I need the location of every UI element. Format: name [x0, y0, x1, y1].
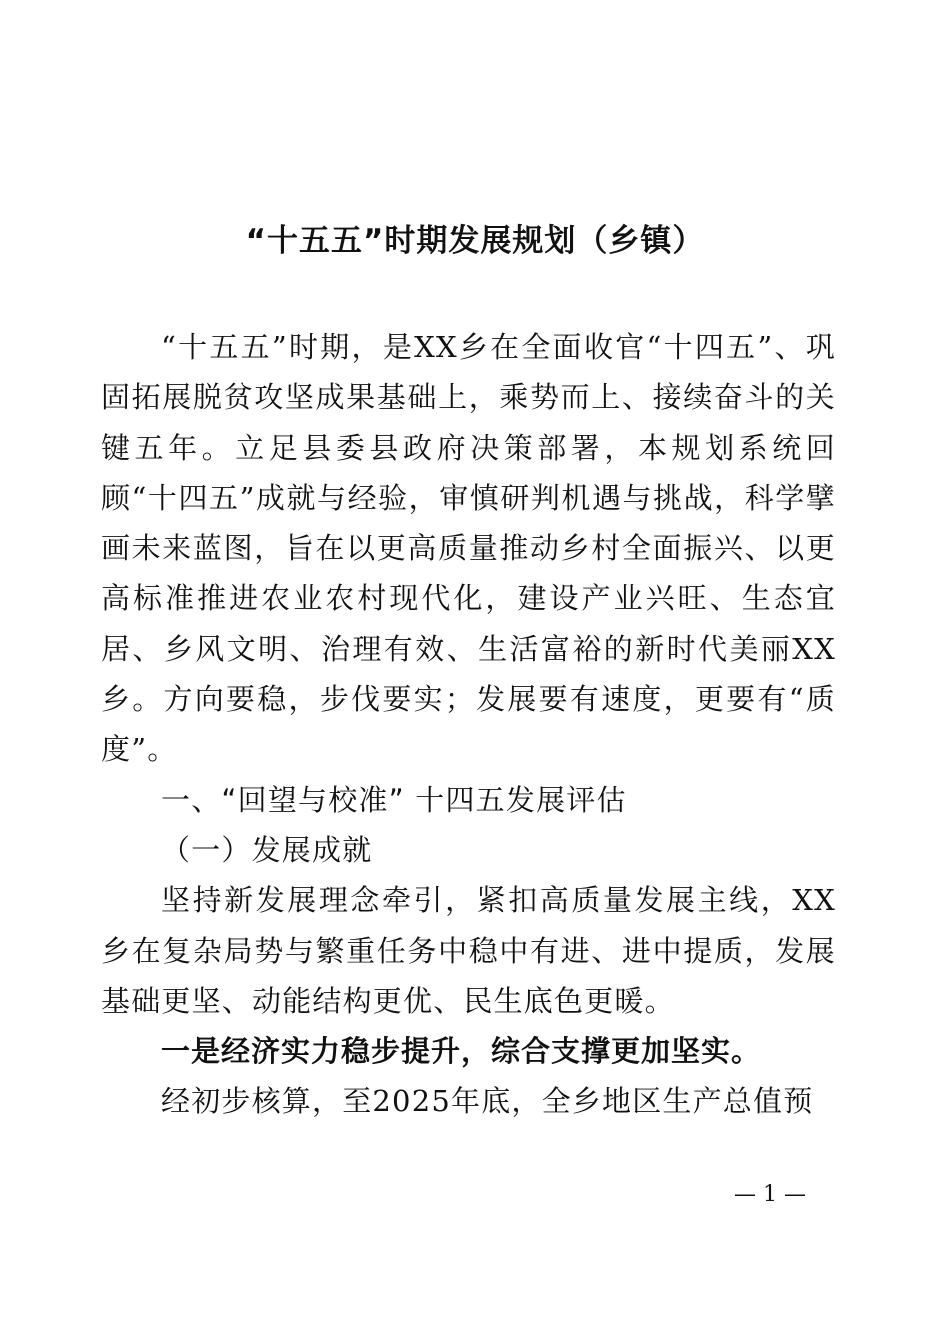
- point-1-text: 经初步核算，至2025年底，全乡地区生产总值预: [161, 1084, 814, 1119]
- document-body: [101, 322, 836, 1127]
- document-title: “十五五”时期发展规划（乡镇）: [245, 223, 705, 259]
- point-1-heading: 一是经济实力稳步提升，综合支撑更加坚实。: [161, 1034, 762, 1069]
- achievements-paragraph: 坚持新发展理念牵引，紧扣高质量发展主线，XX乡在复杂局势与繁重任务中稳中有进、进中提质，发展基础更坚、动能结构更优、民生底色更暖。: [101, 883, 836, 1018]
- section-heading-1: 一、“回望与校准” 十四五发展评估: [161, 782, 627, 817]
- intro-paragraph: “十五五”时期，是XX乡在全面收官“十四五”、巩固拓展脱贫攻坚成果基础上，乘势而上、接续奋斗的关键五年。立足县委县政府决策部署，本规划系统回顾“十四五”成就与经验，审慎研判机遇与挑战，科学擘画未来蓝图，旨在以更高质量推动乡村全面振兴、以更高标准推进农业农村现代化，建设产业兴旺、生态宜居、乡风文明、治理有效、生活富裕的新时代美丽XX乡。方向要稳，步伐要实；发展要有速度，更要有“质度”。: [101, 330, 836, 767]
- page-number: — 1 —: [734, 1182, 806, 1207]
- subsection-heading-1: （一）发展成就: [161, 832, 373, 867]
